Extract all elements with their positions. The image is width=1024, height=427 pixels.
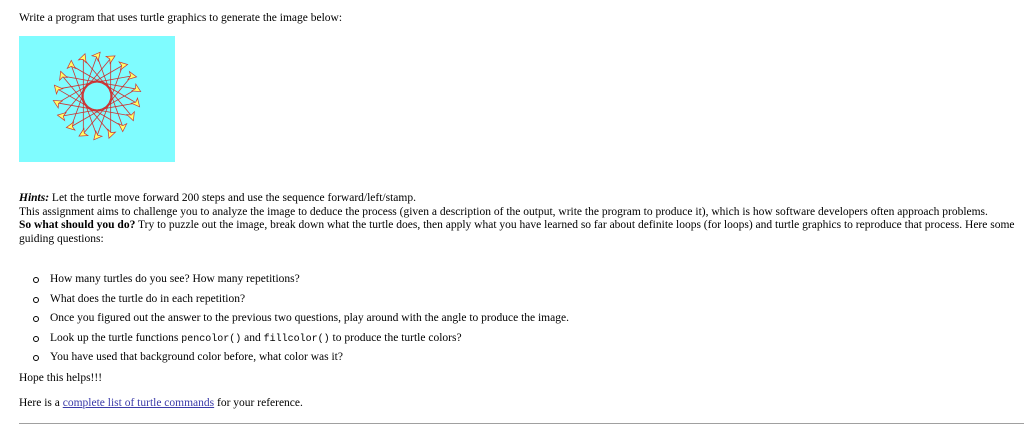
bullet-icon bbox=[33, 297, 39, 303]
reference-pre: Here is a bbox=[19, 397, 63, 409]
turtle-stamp-icon bbox=[127, 112, 137, 122]
bullet-icon bbox=[33, 277, 39, 283]
hints-line2: This assignment aims to challenge you to analyze the image to deduce the process (given a description of the output, write the program to produce it), which is how software developers often approach problems. bbox=[19, 205, 988, 218]
hints-label: Hints: bbox=[19, 192, 50, 204]
assignment-prompt: Write a program that uses turtle graphics to generate the image below: bbox=[19, 12, 343, 24]
star-line bbox=[71, 89, 136, 127]
turtle-stamp-icon bbox=[66, 122, 75, 131]
hints-section bbox=[19, 192, 1019, 246]
question-text-mid: and bbox=[241, 331, 264, 344]
reference-line bbox=[19, 397, 303, 411]
hints-line1: Let the turtle move forward 200 steps and use the sequence forward/left/stamp. bbox=[49, 192, 416, 204]
turtle-figure bbox=[19, 36, 175, 162]
closing-text: Hope this helps!!! bbox=[19, 372, 103, 384]
turtle-stamp-icon bbox=[51, 97, 62, 108]
guidance-question: So what should you do? bbox=[19, 219, 136, 231]
list-item bbox=[19, 312, 569, 332]
guiding-questions-list bbox=[19, 273, 569, 371]
horizontal-rule bbox=[19, 423, 1024, 424]
guidance-paragraph bbox=[19, 219, 1019, 246]
bullet-icon bbox=[33, 336, 39, 342]
star-lines bbox=[58, 56, 137, 136]
bullet-icon bbox=[33, 316, 39, 322]
star-line bbox=[58, 89, 123, 127]
turtle-stamp-icon bbox=[91, 131, 102, 142]
fillcolor-code: fillcolor() bbox=[263, 333, 330, 345]
guidance-text: Try to puzzle out the image, break down what the turtle does, then apply what you have learned so far about definite loops (for loops) and turtle graphics to reproduce that process. Here some guiding questions: bbox=[19, 219, 1015, 245]
turtle-stamp-icon bbox=[92, 50, 103, 61]
list-item bbox=[19, 351, 569, 371]
turtle-stamp-icon bbox=[51, 83, 62, 94]
question-text-post: to produce the turtle colors? bbox=[329, 331, 462, 344]
star-line bbox=[58, 65, 123, 103]
turtle-stamp-icon bbox=[131, 98, 142, 109]
star-line bbox=[71, 65, 136, 103]
inner-circle bbox=[82, 81, 112, 111]
question-text: Once you figured out the answer to the previous two questions, play around with the angle to produce the image. bbox=[50, 312, 569, 324]
turtle-stamp-icon bbox=[119, 124, 127, 132]
question-text: Look up the turtle functions bbox=[50, 331, 182, 344]
question-text: You have used that background color before, what color was it? bbox=[50, 351, 343, 363]
turtle-stamp-icon bbox=[119, 61, 128, 70]
list-item bbox=[19, 332, 569, 352]
bullet-icon bbox=[33, 355, 39, 361]
turtle-stamp-icon bbox=[57, 70, 67, 80]
turtle-stamp-icon bbox=[67, 60, 75, 68]
turtle-commands-link[interactable]: complete list of turtle commands bbox=[62, 397, 215, 409]
hints-paragraph bbox=[19, 192, 1019, 206]
question-text: What does the turtle do in each repetition? bbox=[50, 292, 246, 305]
pencolor-code: pencolor() bbox=[181, 333, 242, 345]
list-item bbox=[19, 293, 569, 313]
question-text: How many turtles do you see? How many repetitions? bbox=[50, 273, 300, 285]
reference-post: for your reference. bbox=[214, 397, 303, 409]
list-item bbox=[19, 273, 569, 293]
turtle-stamp-icon bbox=[132, 84, 143, 95]
turtle-star-drawing bbox=[19, 36, 175, 162]
